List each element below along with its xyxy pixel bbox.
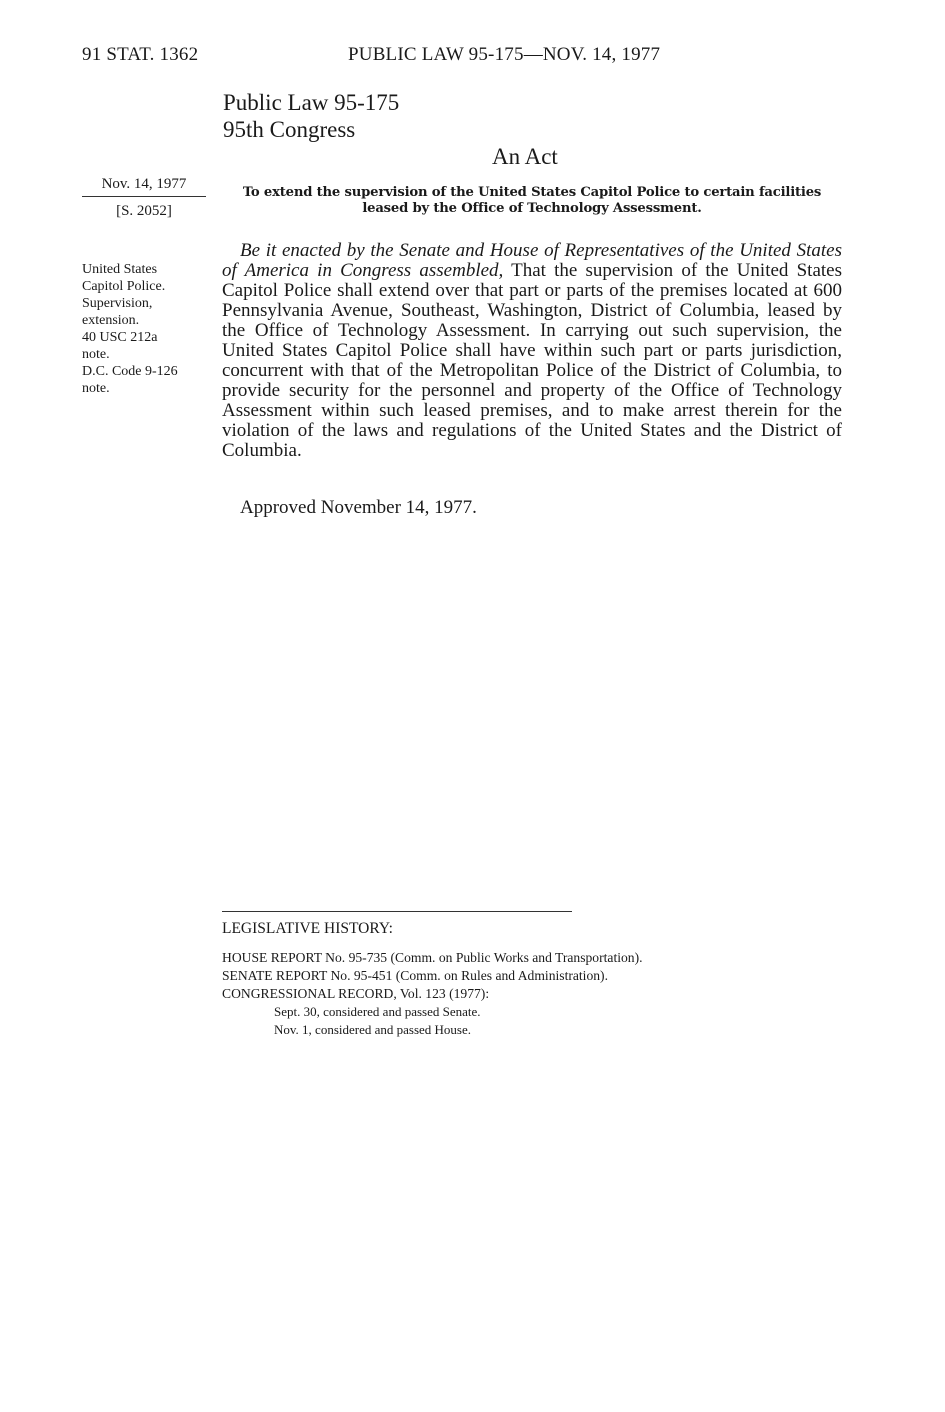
running-title: PUBLIC LAW 95-175—NOV. 14, 1977 (348, 44, 661, 65)
record-action: Sept. 30, considered and passed Senate. (274, 1004, 481, 1019)
margin-note: 40 USC 212a (82, 330, 158, 345)
act-heading: An Act (492, 144, 558, 169)
margin-note: extension. (82, 313, 140, 328)
margin-notes (82, 261, 212, 397)
sidenote-bill-number: [S. 2052] (116, 203, 172, 219)
congress-number: 95th Congress (223, 117, 356, 142)
margin-note: United States (82, 262, 158, 277)
sidenote-date: Nov. 14, 1977 (82, 176, 206, 197)
act-body (222, 241, 842, 461)
public-law-number: Public Law 95-175 (223, 90, 400, 115)
margin-note: note. (82, 347, 110, 362)
margin-note: Supervision, (82, 296, 153, 311)
divider (222, 911, 572, 912)
house-report: HOUSE REPORT No. 95-735 (Comm. on Public Works and Transportation). (222, 950, 643, 965)
legislative-history (222, 949, 643, 1039)
senate-report: SENATE REPORT No. 95-451 (Comm. on Rules and Administration). (222, 968, 608, 983)
enacting-clause: Be it enacted by the Senate and House of Representatives of the United States of America in Congress assembled, (222, 240, 842, 281)
margin-note: Capitol Police. (82, 279, 166, 294)
purpose-statement: To extend the supervision of the United States Capitol Police to certain facilities leased by the Office of Technology Assessment. (242, 185, 822, 216)
body-paragraph (222, 241, 842, 461)
margin-note: note. (82, 381, 110, 396)
legislative-history-heading: LEGISLATIVE HISTORY: (222, 920, 393, 937)
stat-page-number: 91 STAT. 1362 (82, 44, 199, 65)
congressional-record: CONGRESSIONAL RECORD, Vol. 123 (1977): (222, 986, 490, 1001)
record-action: Nov. 1, considered and passed House. (274, 1022, 471, 1037)
margin-note: D.C. Code 9-126 (82, 364, 178, 379)
approval-line: Approved November 14, 1977. (240, 497, 477, 518)
body-text: That the supervision of the United States Capitol Police shall extend over that part or parts of the premises located at 600 Pennsylvania Avenue, Southeast, Washington, District of Columbia, leased by the Office of Technology Assessment. In carrying out such supervision, the United States Capitol Police shall have within such part or parts jurisdiction, concurrent with that of the Metropolitan Police of the District of Columbia, to provide security for the personnel and property of the Office of Technology Assessment within such leased premises, and to make arrest therein for the violation of the laws and regulations of the United States and the District of Columbia. (222, 260, 842, 461)
